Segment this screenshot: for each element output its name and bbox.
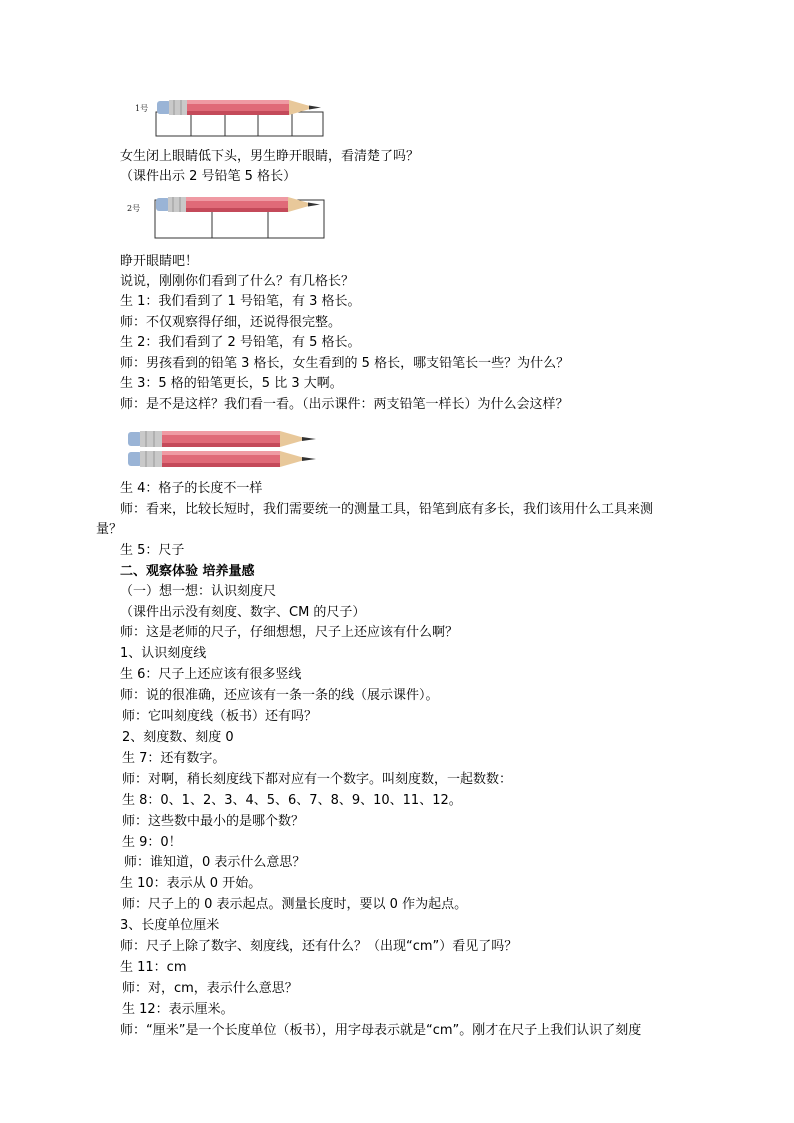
pencil1-label: 1号 — [135, 104, 149, 113]
text-line: 2、刻度数、刻度 0 — [122, 730, 234, 745]
text-line: 师：这些数中最小的是哪个数？ — [122, 814, 305, 829]
text-line: （课件出示 2 号铅笔 5 格长） — [120, 169, 297, 184]
text-line: 生 8：0、1、2、3、4、5、6、7、8、9、10、11、12。 — [122, 793, 462, 808]
text-line: 师：男孩看到的铅笔 3 格长，女生看到的 5 格长，哪支铅笔长一些？为什么？ — [120, 356, 570, 371]
text-line: （课件出示没有刻度、数字、CM 的尺子） — [120, 605, 366, 620]
text-line: 师：对，cm，表示什么意思？ — [122, 981, 298, 996]
text-line: 师：这是老师的尺子，仔细想想，尺子上还应该有什么啊？ — [120, 625, 459, 640]
two-pencils-figure — [126, 428, 320, 470]
pencil2-label: 2号 — [127, 204, 141, 213]
text-line: 3、长度单位厘米 — [120, 918, 220, 933]
text-line: 生 6：尺子上还应该有很多竖线 — [120, 667, 302, 682]
text-line: 师：它叫刻度线（板书）还有吗？ — [122, 709, 318, 724]
text-line: 女生闭上眼睛低下头，男生睁开眼睛，看清楚了吗？ — [120, 149, 420, 164]
text-line: 师：对啊，稍长刻度线下都对应有一个数字。叫刻度数，一起数数： — [122, 772, 513, 787]
text-line: 生 10：表示从 0 开始。 — [120, 876, 262, 891]
text-line: 师：不仅观察得仔细，还说得很完整。 — [120, 315, 342, 330]
text-line: 师：“厘米”是一个长度单位（板书），用字母表示就是“cm”。刚才在尺子上我们认识了刻度 — [120, 1023, 642, 1038]
text-line: 说说，刚刚你们看到了什么？有几格长？ — [120, 274, 355, 289]
text-line: （一）想一想：认识刻度尺 — [120, 584, 277, 599]
section-heading: 二、观察体验 培养量感 — [120, 564, 255, 579]
text-line: 师：是不是这样？我们看一看。（出示课件：两支铅笔一样长）为什么会这样？ — [120, 397, 569, 412]
text-line: 师：尺子上除了数字、刻度线，还有什么？（出现“cm”）看见了吗？ — [120, 939, 518, 954]
text-line: 睁开眼睛吧！ — [120, 254, 199, 269]
pencil1-figure — [155, 97, 325, 139]
text-line: 生 1：我们看到了 1 号铅笔，有 3 格长。 — [120, 294, 361, 309]
text-line: 生 9：0！ — [122, 835, 182, 850]
pencil1-icon — [157, 100, 321, 115]
text-line: 生 2：我们看到了 2 号铅笔，有 5 格长。 — [120, 335, 361, 350]
text-line: 师：尺子上的 0 表示起点。测量长度时，要以 0 作为起点。 — [122, 897, 468, 912]
pencil4-icon — [128, 451, 316, 467]
text-line: 生 12：表示厘米。 — [122, 1002, 234, 1017]
text-line: 量？ — [96, 522, 123, 537]
text-line: 师：看来，比较长短时，我们需要统一的测量工具，铅笔到底有多长，我们该用什么工具来测 — [120, 502, 654, 517]
text-line: 生 4：格子的长度不一样 — [120, 481, 263, 496]
pencil3-icon — [128, 431, 316, 447]
pencil2-figure — [154, 194, 326, 240]
text-line: 师：说的很准确，还应该有一条一条的线（展示课件）。 — [120, 688, 439, 703]
pencil2-icon — [156, 197, 320, 212]
text-line: 生 7：还有数字。 — [122, 751, 226, 766]
text-line: 生 3：5 格的铅笔更长，5 比 3 大啊。 — [120, 376, 343, 391]
text-line: 师：谁知道，0 表示什么意思？ — [124, 855, 306, 870]
text-line: 生 11：cm — [120, 960, 187, 975]
text-line: 生 5：尺子 — [120, 543, 185, 558]
text-line: 1、认识刻度线 — [120, 646, 207, 661]
